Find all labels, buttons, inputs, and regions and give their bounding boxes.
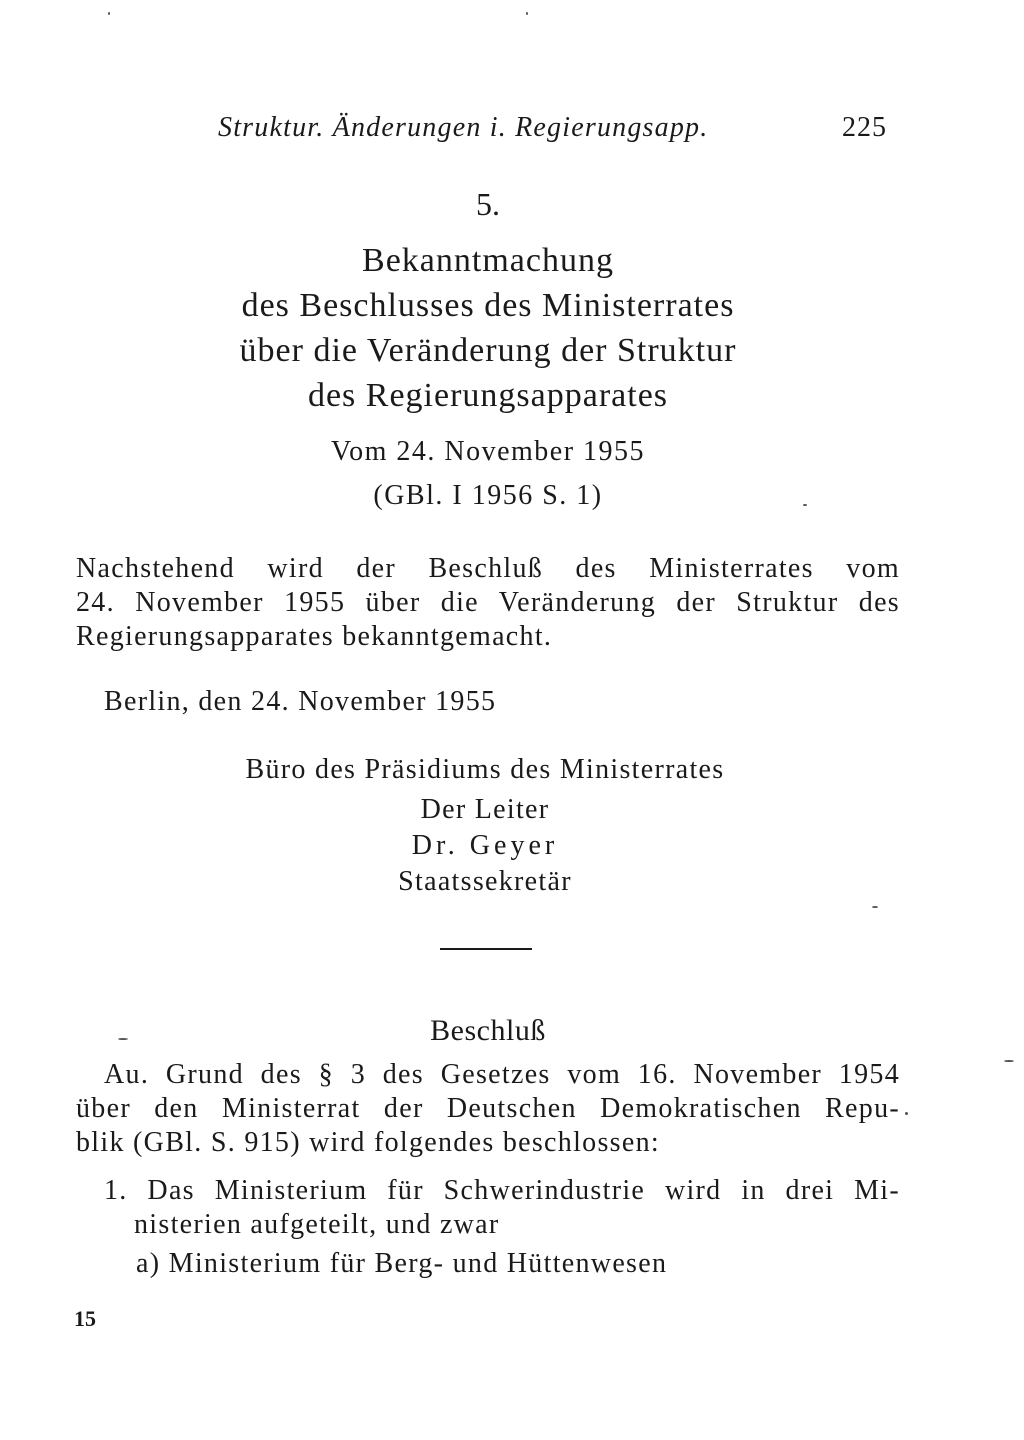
- print-speck: [118, 1038, 128, 1040]
- print-speck: [803, 504, 807, 506]
- title-line-4: des Regierungsapparates: [307, 377, 669, 414]
- title-line-1: Bekanntmachung: [362, 242, 614, 279]
- signature-title: Staatssekretär: [398, 866, 572, 897]
- page-number: 225: [842, 112, 887, 143]
- preamble-first-line: [104, 1058, 900, 1092]
- place-date: Berlin, den 24. November 1955: [104, 686, 497, 717]
- preamble-line-1: Au. Grund des § 3 des Gesetzes vom 16. November 1954: [104, 1059, 900, 1090]
- section-divider: [440, 948, 532, 950]
- preamble-line-3: blik (GBl. S. 915) wird folgendes beschlossen:: [76, 1127, 660, 1158]
- printer-signature-mark: 15: [74, 1306, 96, 1331]
- signature-office: Büro des Präsidiums des Ministerrates: [245, 754, 725, 785]
- print-speck: [872, 906, 878, 908]
- intro-paragraph: [76, 552, 900, 654]
- item1-line-1: 1. Das Ministerium für Schwerindustrie wird in drei Mi-: [104, 1175, 900, 1206]
- intro-line-2: 24. November 1955 über die Veränderung der Struktur des: [76, 587, 900, 618]
- decision-item-1: [104, 1174, 900, 1242]
- title-line-3: über die Veränderung der Struktur: [239, 332, 737, 369]
- intro-line-3: Regierungsapparates bekanntgemacht.: [76, 621, 553, 652]
- preamble-continuation: [76, 1092, 900, 1160]
- print-speck: [905, 1112, 908, 1115]
- decision-heading: Beschluß: [430, 1014, 546, 1047]
- signature-name: Dr. Geyer: [411, 830, 559, 861]
- intro-line-1: Nachstehend wird der Beschluß des Ministerrates vom: [76, 553, 900, 584]
- signature-role: Der Leiter: [420, 794, 550, 825]
- section-number: 5.: [476, 186, 500, 222]
- print-speck: [526, 12, 528, 15]
- print-speck: [1004, 1060, 1014, 1062]
- preamble-line-2: über den Ministerrat der Deutschen Demokratischen Repu-: [76, 1093, 900, 1124]
- gazette-reference: (GBl. I 1956 S. 1): [373, 480, 603, 511]
- announcement-date: Vom 24. November 1955: [330, 436, 646, 467]
- item1-subitem-a: a) Ministerium für Berg- und Hüttenwesen: [136, 1248, 668, 1279]
- running-title: Struktur. Änderungen i. Regierungsapp.: [218, 112, 709, 143]
- title-line-2: des Beschlusses des Ministerrates: [241, 287, 735, 324]
- print-speck: [108, 12, 110, 15]
- item1-line-2: nisterien aufgeteilt, und zwar: [134, 1209, 500, 1240]
